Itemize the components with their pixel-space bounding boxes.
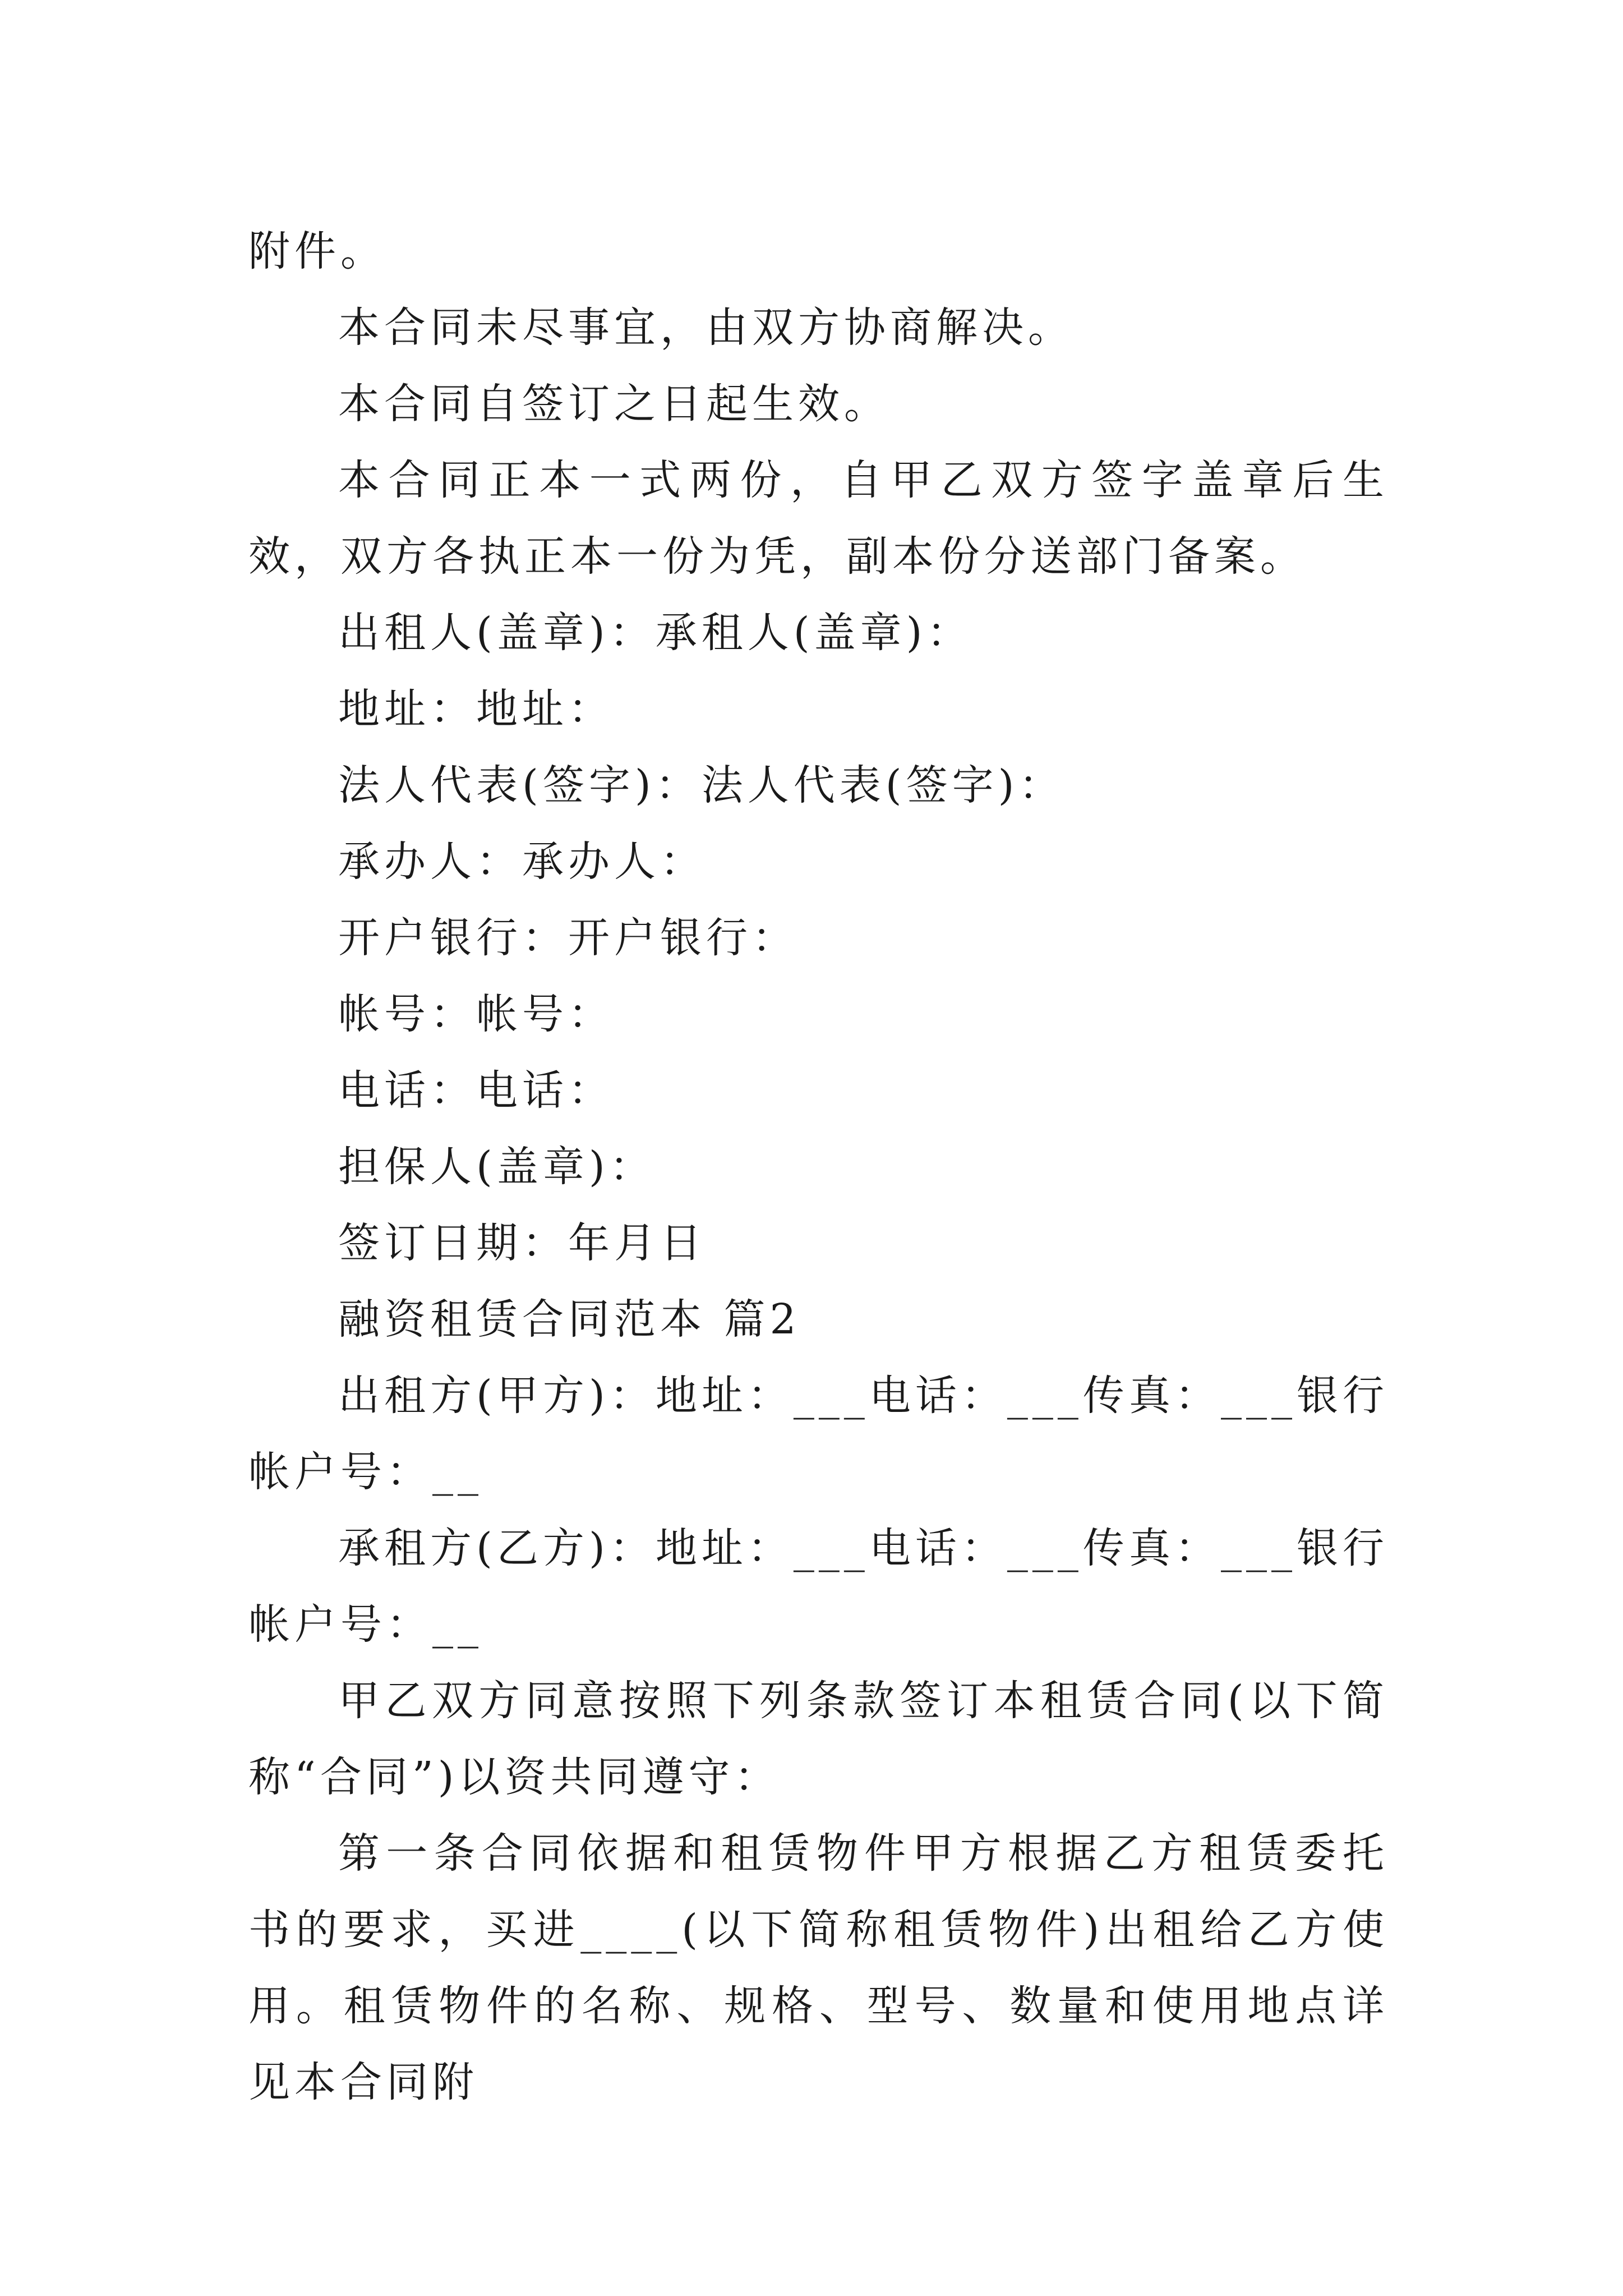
section-heading: 融资租赁合同范本 篇2 [338,1295,801,1343]
paragraph-attachment-end: 附件。 [248,227,386,275]
paragraph-copies: 本合同正本一式两份，自甲乙双方签字盖章后生效，双方各执正本一份为凭，副本份分送部门备案。 [248,456,1389,581]
signature-legal-rep: 法人代表(签字)：法人代表(签字)： [338,761,1065,809]
signature-lessor-lessee: 出租人(盖章)：承租人(盖章)： [338,609,973,657]
signature-date: 签订日期：年月日 [338,1219,706,1267]
signature-guarantor: 担保人(盖章)： [338,1143,656,1191]
paragraph-effective-date: 本合同自签订之日起生效。 [338,380,890,428]
party-lessee: 承租方(乙方)：地址：___电话：___传真：___银行帐户号：__ [248,1524,1389,1649]
signature-bank: 开户银行：开户银行： [338,914,798,962]
document-body [248,213,1389,2120]
signature-phone: 电话：电话： [338,1066,614,1115]
paragraph-agreement: 甲乙双方同意按照下列条款签订本租赁合同(以下简称“合同”)以资共同遵守： [248,1677,1389,1801]
paragraph-unresolved-matters: 本合同未尽事宜，由双方协商解决。 [338,303,1074,352]
signature-account: 帐号：帐号： [338,990,614,1038]
party-lessor: 出租方(甲方)：地址：___电话：___传真：___银行帐户号：__ [248,1372,1389,1496]
signature-handler: 承办人：承办人： [338,838,706,886]
signature-address: 地址：地址： [338,685,614,733]
article-one: 第一条合同依据和租赁物件甲方根据乙方租赁委托书的要求，买进____(以下简称租赁物件)出租给乙方使用。租赁物件的名称、规格、型号、数量和使用地点详见本合同附 [248,1829,1389,2106]
